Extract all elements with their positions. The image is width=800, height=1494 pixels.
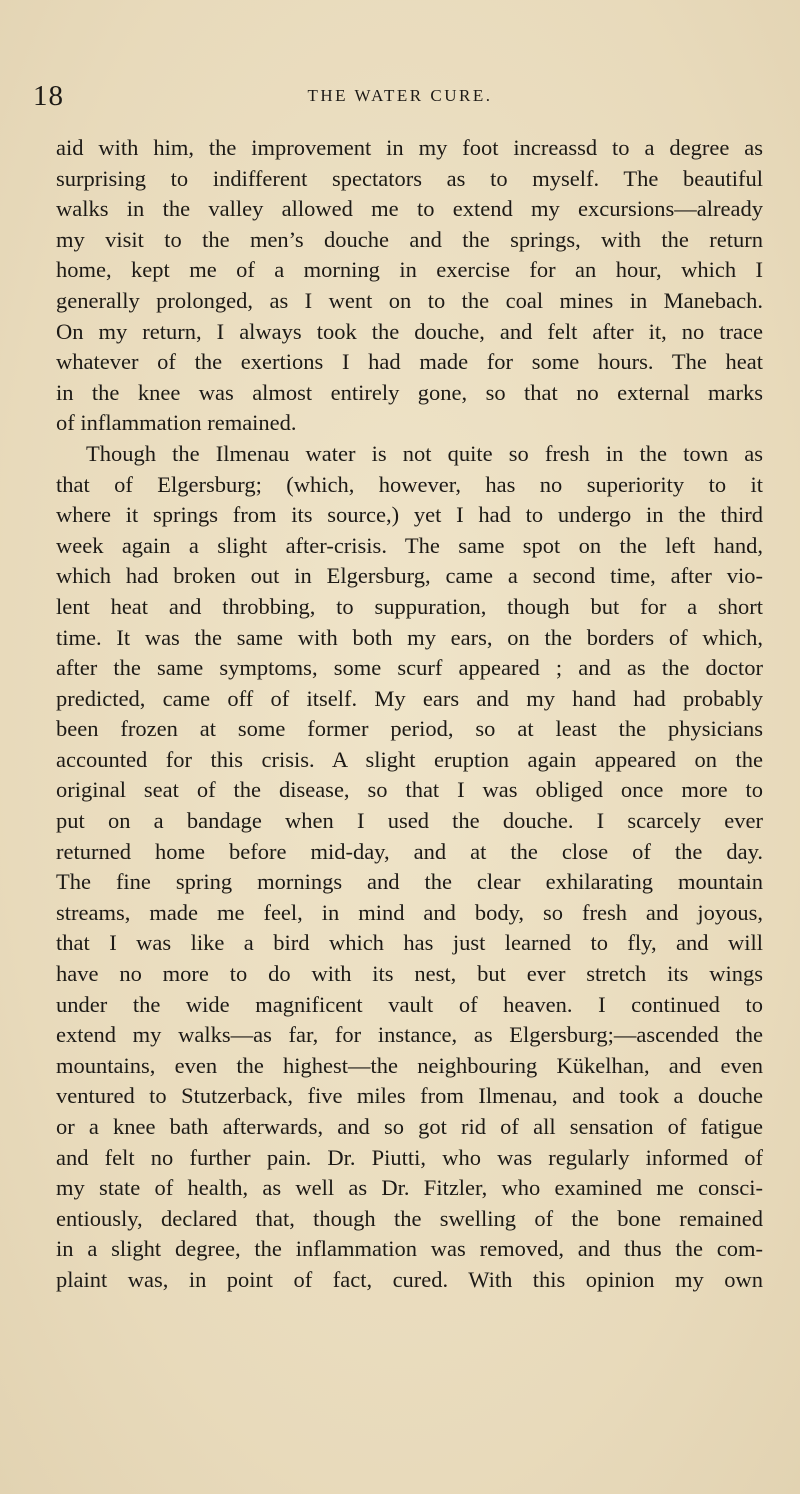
text-line: lent heat and throbbing, to suppuration, though but for a short xyxy=(56,593,763,619)
text-line: returned home before mid-day, and at the close of the day. xyxy=(56,838,763,864)
text-line: that of Elgersburg; (which, however, has no superiority to it xyxy=(56,471,763,497)
body-text xyxy=(56,133,763,1296)
text-line: walks in the valley allowed me to extend my excursions—already xyxy=(56,196,763,222)
text-line: and felt no further pain. Dr. Piutti, who was regularly informed of xyxy=(56,1144,763,1170)
text-line: which had broken out in Elgersburg, came a second time, after vio- xyxy=(56,563,763,589)
text-line: that I was like a bird which has just learned to fly, and will xyxy=(56,930,763,956)
text-line: week again a slight after-crisis. The same spot on the left hand, xyxy=(56,532,763,558)
text-line: of inflammation remained. xyxy=(56,410,297,436)
text-line: The fine spring mornings and the clear exhilarating mountain xyxy=(56,869,763,895)
text-line: Though the Ilmenau water is not quite so fresh in the town as xyxy=(86,440,763,466)
text-line: ventured to Stutzerback, five miles from Ilmenau, and took a douche xyxy=(56,1083,763,1109)
text-line: accounted for this crisis. A slight eruption again appeared on the xyxy=(56,746,763,772)
text-line: after the same symptoms, some scurf appeared ; and as the doctor xyxy=(56,655,763,681)
text-line: time. It was the same with both my ears, on the borders of which, xyxy=(56,624,763,650)
text-line: my visit to the men’s douche and the springs, with the return xyxy=(56,226,763,252)
text-line: in the knee was almost entirely gone, so that no external marks xyxy=(56,379,763,405)
text-line: entiously, declared that, though the swelling of the bone remained xyxy=(56,1205,763,1231)
text-line: whatever of the exertions I had made for some hours. The heat xyxy=(56,349,763,375)
text-line: put on a bandage when I used the douche. I scarcely ever xyxy=(56,808,763,834)
page-header xyxy=(0,80,800,120)
text-line: have no more to do with its nest, but ever stretch its wings xyxy=(56,961,763,987)
text-line: home, kept me of a morning in exercise for an hour, which I xyxy=(56,257,763,283)
text-line: been frozen at some former period, so at least the physicians xyxy=(56,716,763,742)
text-line: in a slight degree, the inflammation was removed, and thus the com- xyxy=(56,1236,763,1262)
text-line: original seat of the disease, so that I was obliged once more to xyxy=(56,777,763,803)
text-line: extend my walks—as far, for instance, as Elgersburg;—ascended the xyxy=(56,1022,763,1048)
text-line: or a knee bath afterwards, and so got rid of all sensation of fatigue xyxy=(56,1114,763,1139)
text-line: On my return, I always took the douche, and felt after it, no trace xyxy=(56,318,763,344)
text-line: plaint was, in point of fact, cured. With this opinion my own xyxy=(56,1266,763,1292)
text-line: mountains, even the highest—the neighbouring Kükelhan, and even xyxy=(56,1052,763,1078)
running-head: THE WATER CURE. xyxy=(307,86,493,105)
text-line: surprising to indifferent spectators as to myself. The beautiful xyxy=(56,165,763,191)
text-line: streams, made me feel, in mind and body, so fresh and joyous, xyxy=(56,899,763,925)
text-line: under the wide magnificent vault of heaven. I continued to xyxy=(56,991,763,1017)
text-line: aid with him, the improvement in my foot increassd to a degree as xyxy=(56,135,763,160)
page-number: 18 xyxy=(33,80,64,112)
text-line: predicted, came off of itself. My ears and my hand had probably xyxy=(56,685,763,711)
text-line: my state of health, as well as Dr. Fitzler, who examined me consci- xyxy=(56,1175,763,1201)
text-line: where it springs from its source,) yet I had to undergo in the third xyxy=(56,502,763,528)
text-line: generally prolonged, as I went on to the coal mines in Manebach. xyxy=(56,287,763,313)
